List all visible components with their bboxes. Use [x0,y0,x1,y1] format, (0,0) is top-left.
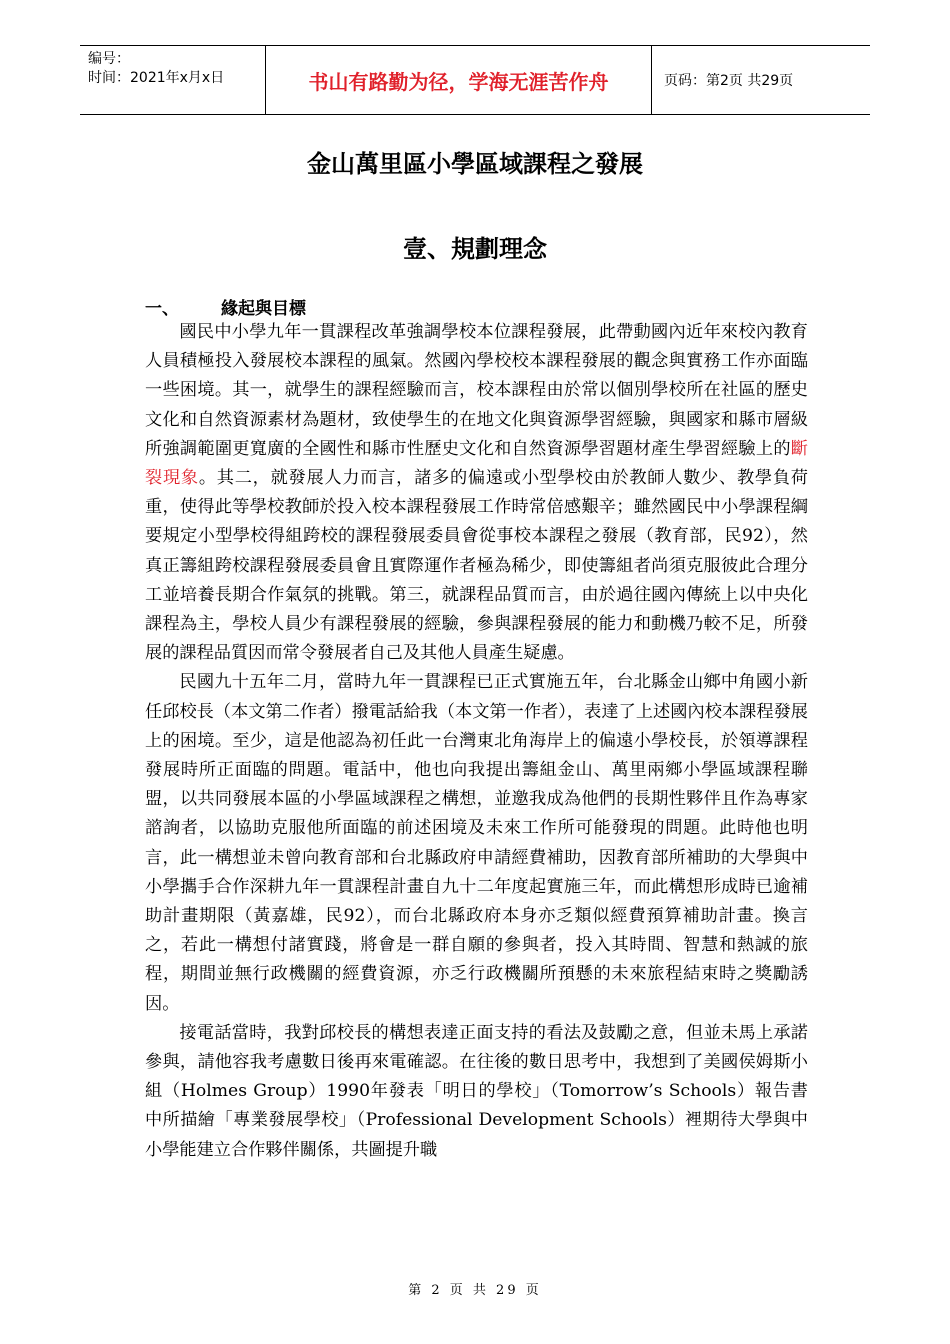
header-motto: 书山有路勤为径，学海无涯苦作舟 [265,46,652,114]
paragraph-1-text-a: 國民中小學九年一貫課程改革強調學校本位課程發展，此帶動國內近年來校內教育人員積極投入發展校本課程的風氣。然國內學校校本課程發展的觀念與實務工作亦面臨一些困境。其一，就學生的課程經驗而言，校本課程由於常以個別學校所在社區的歷史文化和自然資源素材為題材，致使學生的在地文化與資源學習經驗，與國家和縣市層級所強調範圍更寬廣的全國性和縣市性歷史文化和自然資源學習題材產生學習經驗上的 [145,322,808,459]
paragraph-1 [145,318,808,668]
document-time-label: 时间：2021年x月x日 [88,70,225,86]
document-number-label: 编号： [88,51,130,67]
subsection-number: 一、 [145,299,179,319]
document-title: 金山萬里區小學區域課程之發展 [307,149,643,178]
header-page-info: 页码：第2页 共29页 [664,73,794,89]
page-header [80,45,870,115]
page-footer: 第 2 页 共 29 页 [408,1283,542,1298]
body-text [145,318,808,1165]
header-meta [80,46,265,114]
highlighted-phrase: 斷裂現象 [145,438,808,489]
subsection-title: 緣起與目標 [221,299,306,319]
paragraph-3: 接電話當時，我對邱校長的構想表達正面支持的看法及鼓勵之意，但並未馬上承諾參與，請他容我考慮數日後再來電確認。在往後的數日思考中，我想到了美國侯姆斯小組（Holmes Group）1990年發表「明日的學校」（Tomorrow’s Schools）報告書中所描繪「專業發展學校」（Professional Development Schools）裡期待大學與中小學能建立合作夥伴關係，共圖提升職 [145,1022,808,1160]
section-title: 壹、規劃理念 [403,234,547,263]
paragraph-1-text-b: 。其二，就發展人力而言，諸多的偏遠或小型學校由於教師人數少、教學負荷重，使得此等學校教師於投入校本課程發展工作時常倍感艱辛；雖然國民中小學課程綱要規定小型學校得組跨校的課程發展委員會從事校本課程之發展（教育部，民92），然真正籌組跨校課程發展委員會且實際運作者極為稀少，即使籌組者尚須克服彼此合理分工並培養長期合作氣氛的挑戰。第三，就課程品質而言，由於過往國內傳統上以中央化課程為主，學校人員少有課程發展的經驗，參與課程發展的能力和動機乃較不足，所發展的課程品質因而常令發展者自己及其他人員產生疑慮。 [145,468,808,664]
paragraph-2: 民國九十五年二月，當時九年一貫課程已正式實施五年，台北縣金山鄉中角國小新任邱校長（本文第二作者）撥電話給我（本文第一作者），表達了上述國內校本課程發展上的困境。至少，這是他認為初任此一台灣東北角海岸上的偏遠小學校長，於領導課程發展時所正面臨的問題。電話中，他也向我提出籌組金山、萬里兩鄉小學區域課程聯盟，以共同發展本區的小學區域課程之構想，並邀我成為他們的長期性夥伴且作為專家諮詢者，以協助克服他所面臨的前述困境及未來工作所可能發現的問題。此時他也明言，此一構想並未曾向教育部和台北縣政府申請經費補助，因教育部所補助的大學與中小學攜手合作深耕九年一貫課程計畫自九十二年度起實施三年，而此構想形成時已逾補助計畫期限（黃嘉雄，民92），而台北縣政府本身亦乏類似經費預算補助計畫。換言之，若此一構想付諸實踐，將會是一群自願的參與者，投入其時間、智慧和熱誠的旅程，期間並無行政機關的經費資源，亦乏行政機關所預懸的未來旅程結束時之獎勵誘因。 [145,672,808,1014]
